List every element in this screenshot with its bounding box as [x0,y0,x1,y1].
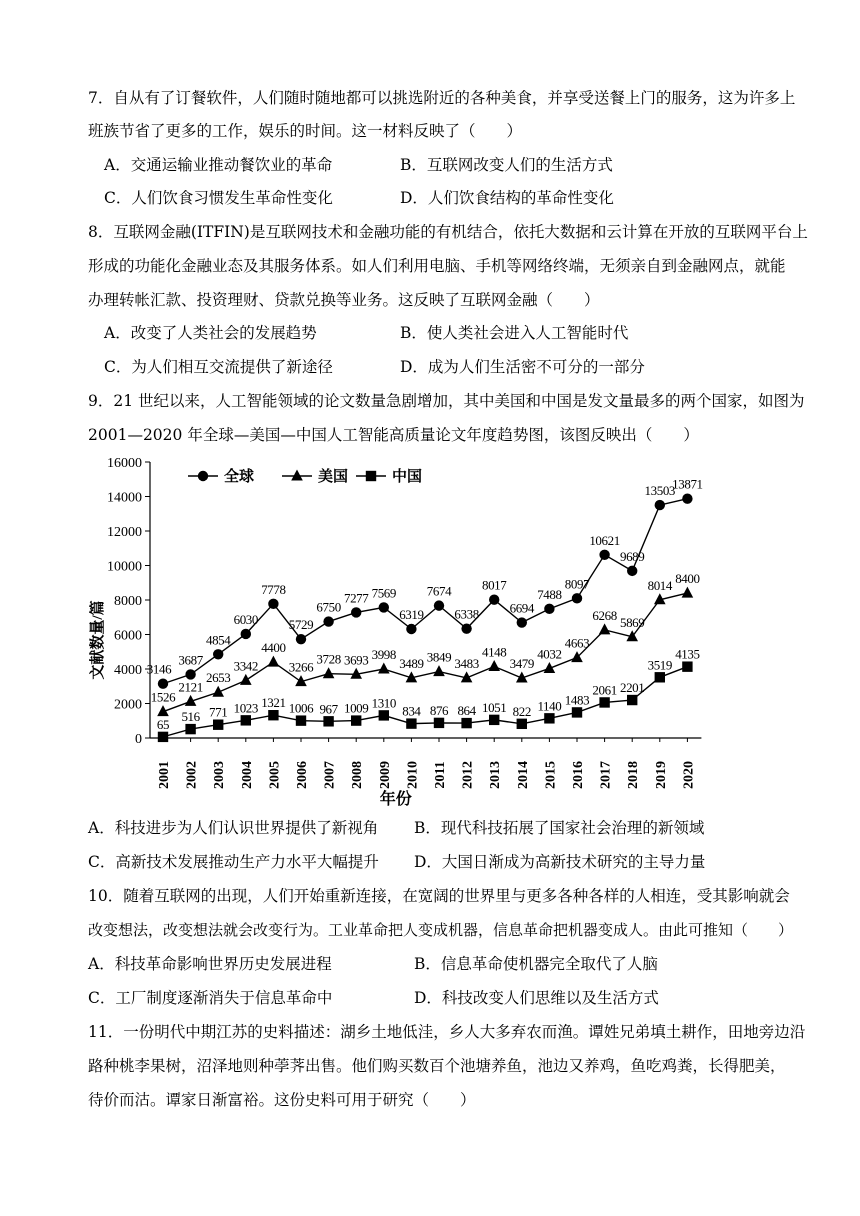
q10-stem-line2: 改变想法，改变想法就会改变行为。工业革命把人变成机器，信息革命把机器变成人。由此可推知（ ） [88,921,794,939]
data-label-2-9: 834 [402,703,421,719]
data-point-2-11 [461,718,471,728]
data-label-2-10: 876 [429,702,449,718]
x-axis-title: 年份 [379,791,412,808]
data-point-1-8 [378,663,390,674]
data-point-2-16 [599,697,609,707]
data-point-1-12 [488,660,500,671]
q8-option-c[interactable]: C．为人们相互交流提供了新途径 [104,358,333,376]
data-point-2-3 [241,715,251,725]
data-label-2-17: 2201 [619,680,645,696]
x-tick-label: 2001 [157,761,172,789]
data-label-0-7: 7277 [343,590,369,606]
data-point-2-7 [351,715,361,725]
data-point-0-13 [517,617,527,627]
data-label-0-0: 3146 [146,661,172,677]
data-label-1-12: 4148 [481,644,507,660]
data-label-1-16: 6268 [592,607,617,623]
y-tick-label: 6000 [114,628,142,644]
q7-stem-line2: 班族节省了更多的工作，娱乐的时间。这一材料反映了（ ） [88,122,523,140]
data-label-1-9: 3489 [399,655,424,671]
x-tick-label: 2009 [377,761,393,789]
x-tick-label: 2012 [460,761,476,789]
data-label-2-8: 1310 [371,695,397,711]
data-point-2-2 [213,720,223,730]
data-point-2-6 [323,716,333,726]
legend-label-2: 中国 [392,469,423,485]
data-point-0-9 [406,624,416,634]
data-point-0-7 [351,607,361,617]
data-label-0-8: 7569 [371,585,397,601]
data-label-1-6: 3728 [316,651,341,667]
x-tick-label: 2015 [543,761,559,789]
q9-stem-line1: 9．21 世纪以来，人工智能领域的论文数量急剧增加，其中美国和中国是发文量最多的两个国家，如图为 [88,392,805,410]
x-tick-label: 2007 [322,761,338,789]
data-label-2-12: 1051 [481,699,507,715]
x-tick-label: 2011 [433,761,448,789]
data-label-2-19: 4135 [675,646,700,662]
data-label-2-18: 3519 [647,657,673,673]
y-tick-label: 8000 [114,594,142,609]
q8-option-b[interactable]: B．使人类社会进入人工智能时代 [400,324,629,342]
data-point-0-15 [572,593,582,603]
data-label-1-10: 3849 [426,649,452,665]
series-line-0 [163,499,687,684]
q9-option-a[interactable]: A．科技进步为人们认识世界提供了新视角 [88,819,379,837]
data-point-0-18 [655,500,665,510]
data-point-2-18 [655,672,665,682]
y-tick-label: 12000 [107,525,142,540]
data-label-0-12: 8017 [481,577,507,593]
data-label-0-3: 6030 [233,611,259,627]
y-tick-label: 16000 [107,456,142,471]
data-label-0-10: 7674 [426,583,452,599]
x-tick-label: 2010 [405,761,421,789]
q11-stem-line2: 路种桃李果树，沼泽地则种荸荠出售。他们购买数百个池塘养鱼，池边又养鸡，鱼吃鸡粪，长得肥美， [88,1057,786,1075]
x-tick-label: 2008 [350,761,366,789]
q10-option-b[interactable]: B．信息革命使机器完全取代了人脑 [414,955,658,973]
y-tick-label: 14000 [107,490,142,506]
data-label-0-5: 5729 [288,617,314,633]
data-label-0-14: 7488 [537,586,562,602]
data-point-2-12 [489,715,499,725]
x-tick-label: 2017 [598,761,614,789]
ai-papers-line-chart [0,448,860,808]
data-point-0-1 [185,669,195,679]
x-tick-label: 2005 [267,761,283,789]
data-point-2-8 [379,710,389,720]
q8-option-a[interactable]: A．改变了人类社会的发展趋势 [104,324,317,342]
legend-marker-1 [291,470,303,481]
data-label-2-15: 1483 [564,692,590,708]
q8-stem-line3: 办理转帐汇款、投资理财、贷款兑换等业务。这反映了互联网金融（ ） [88,291,600,309]
data-label-1-8: 3998 [371,647,397,663]
data-point-0-0 [158,679,168,689]
data-label-1-17: 5869 [619,614,645,630]
data-label-2-3: 1023 [233,700,259,716]
data-point-0-10 [434,600,444,610]
q7-option-a[interactable]: A．交通运输业推动餐饮业的革命 [104,156,333,174]
data-point-2-4 [268,710,278,720]
x-tick-label: 2016 [571,761,586,789]
data-point-0-4 [268,599,278,609]
x-tick-label: 2020 [681,761,697,789]
x-tick-label: 2013 [488,761,504,789]
data-label-2-2: 771 [209,704,228,720]
q7-option-c[interactable]: C．人们饮食习惯发生革命性变化 [104,189,333,207]
y-tick-label: 0 [135,732,142,747]
data-label-2-14: 1140 [537,698,562,714]
legend-marker-2 [366,471,376,481]
data-label-2-0: 65 [156,716,170,732]
data-label-0-9: 6319 [399,606,424,622]
data-point-1-10 [433,665,445,676]
data-point-2-17 [627,695,637,705]
data-point-0-11 [461,623,471,633]
q9-option-b[interactable]: B．现代科技拓展了国家社会治理的新领域 [414,819,705,837]
data-point-2-5 [296,715,306,725]
data-point-2-14 [544,713,554,723]
data-point-2-10 [434,718,444,728]
data-label-0-15: 8097 [564,576,590,592]
data-label-1-13: 3479 [509,655,535,671]
data-point-0-6 [323,616,333,626]
q10-stem-line1: 10．随着互联网的出现，人们开始重新连接，在宽阔的世界里与更多各种各样的人相连，受其影响就会 [88,887,790,905]
q8-stem-line2: 形成的功能化金融业态及其服务体系。如人们利用电脑、手机等网络终端，无须亲自到金融网点，就能 [88,257,786,275]
q9-stem-line2: 2001—2020 年全球—美国—中国人工智能高质量论文年度趋势图，该图反映出（ ） [88,426,699,444]
data-label-0-16: 10621 [589,532,620,548]
data-point-0-17 [627,566,637,576]
data-point-0-5 [296,634,306,644]
q10-option-d[interactable]: D．科技改变人们思维以及生活方式 [414,989,659,1007]
data-point-2-0 [158,732,168,742]
q9-option-c[interactable]: C．高新技术发展推动生产力水平大幅提升 [88,853,379,871]
x-tick-label: 2019 [653,761,669,789]
legend-label-1: 美国 [318,469,349,485]
data-label-2-6: 967 [319,701,338,717]
x-tick-label: 2006 [295,761,310,789]
data-point-2-1 [185,724,195,734]
data-point-1-19 [682,587,694,598]
data-label-0-6: 6750 [316,599,341,615]
data-point-0-2 [213,649,223,659]
q8-stem-line1: 8．互联网金融(ITFIN)是互联网技术和金融功能的有机结合，依托大数据和云计算在开放的互联网平台上 [88,223,808,241]
data-point-1-4 [268,656,280,667]
data-label-1-7: 3693 [343,652,369,668]
x-tick-label: 2002 [184,761,200,789]
data-label-0-11: 6338 [454,606,479,622]
data-label-1-3: 3342 [233,658,259,674]
data-label-2-1: 516 [181,709,200,725]
q8-option-d[interactable]: D．成为人们生活密不可分的一部分 [400,358,645,376]
x-tick-label: 2003 [212,761,228,789]
data-label-1-2: 2653 [205,670,231,686]
q10-option-c[interactable]: C．工厂制度逐渐消失于信息革命中 [88,989,333,1007]
data-label-2-5: 1006 [288,700,314,716]
y-tick-label: 10000 [107,559,142,575]
data-label-1-18: 8014 [647,577,673,593]
data-label-1-19: 8400 [675,571,700,587]
y-axis-title: 文献数量/篇 [90,600,106,680]
x-tick-label: 2004 [239,761,255,789]
q7-stem-line1: 7．自从有了订餐软件，人们随时随地都可以挑选附近的各种美食，并享受送餐上门的服务，这为许多上 [88,89,796,107]
data-point-0-14 [544,604,554,614]
data-point-0-16 [599,550,609,560]
data-point-2-19 [682,661,692,671]
data-label-1-14: 4032 [537,646,562,662]
data-label-1-11: 3483 [454,655,479,671]
data-label-0-4: 7778 [261,581,286,597]
data-label-1-0: 1526 [150,689,176,705]
legend-marker-0 [198,471,208,481]
data-label-1-5: 3266 [288,659,314,675]
x-tick-label: 2018 [626,761,642,789]
data-label-0-13: 6694 [509,600,535,616]
data-label-0-2: 4854 [205,632,231,648]
data-label-0-19: 13871 [672,476,703,492]
q11-stem-line1: 11．一份明代中期江苏的史料描述：湖乡土地低洼，乡人大多弃农而渔。谭姓兄弟填土耕作，田地旁边沿 [88,1023,806,1041]
q11-stem-line3: 待价而沽。谭家日渐富裕。这份史料可用于研究（ ） [88,1091,476,1109]
data-label-0-1: 3687 [178,652,203,668]
data-label-2-13: 822 [512,703,531,719]
data-label-2-16: 2061 [592,682,617,698]
data-label-1-15: 4663 [564,635,590,651]
data-point-0-3 [241,629,251,639]
data-point-2-13 [517,719,527,729]
data-label-1-4: 4400 [261,640,286,656]
q9-option-d[interactable]: D．大国日渐成为高新技术研究的主导力量 [414,853,706,871]
legend-label-0: 全球 [224,469,255,485]
data-label-2-4: 1321 [261,695,286,711]
data-label-2-7: 1009 [343,700,369,716]
data-label-2-11: 864 [457,703,476,719]
data-point-2-15 [572,707,582,717]
data-point-0-19 [682,494,692,504]
data-label-1-1: 2121 [178,679,203,695]
data-label-0-17: 9689 [619,548,645,564]
data-point-1-16 [599,623,611,634]
data-label-0-18: 13503 [644,483,676,499]
q7-option-d[interactable]: D．人们饮食结构的革命性变化 [400,189,614,207]
data-point-1-6 [323,667,335,678]
q7-option-b[interactable]: B．互联网改变人们的生活方式 [400,156,613,174]
y-tick-label: 4000 [114,663,142,678]
data-point-0-8 [379,602,389,612]
x-tick-label: 2014 [515,761,531,789]
data-point-2-9 [406,718,416,728]
data-point-0-12 [489,595,499,605]
q10-option-a[interactable]: A．科技革命影响世界历史发展进程 [88,955,332,973]
y-tick-label: 2000 [114,697,142,713]
data-point-1-3 [240,674,252,685]
